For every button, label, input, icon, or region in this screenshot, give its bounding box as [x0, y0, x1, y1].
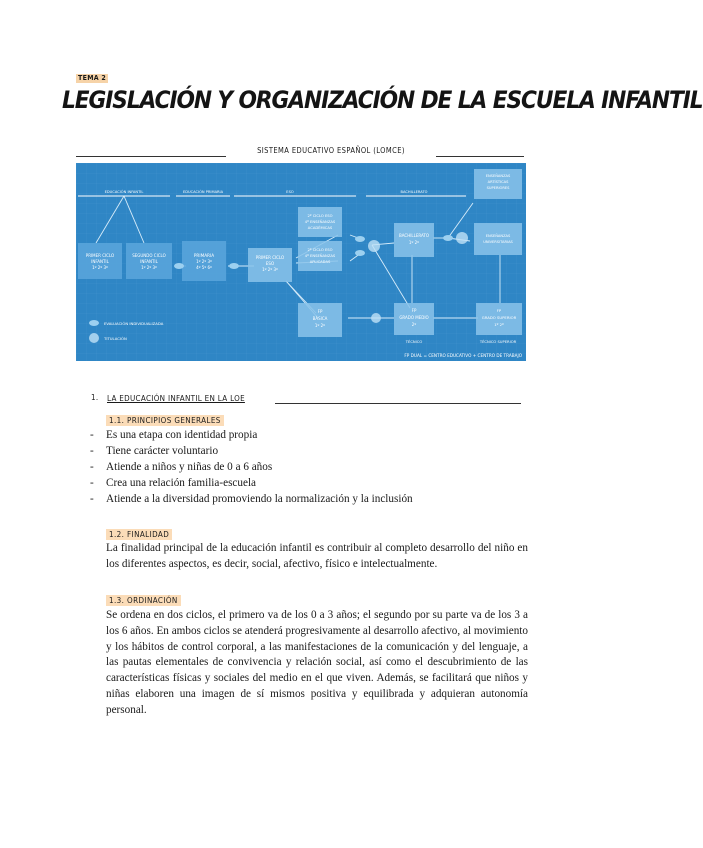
box-eso-academicas — [298, 207, 342, 237]
list-item: - Tiene carácter voluntario — [90, 443, 413, 459]
legend-titulacion: TITULACIÓN — [104, 336, 127, 341]
svg-text:ACADÉMICAS: ACADÉMICAS — [307, 226, 333, 230]
label-tecnico-superior: TÉCNICO SUPERIOR — [479, 340, 517, 344]
tema-label: TEMA 2 — [78, 74, 107, 82]
divider — [76, 156, 226, 157]
label-bachillerato-head: BACHILLERATO — [400, 190, 428, 194]
divider — [436, 156, 524, 157]
svg-text:ENSEÑANZAS: ENSEÑANZAS — [485, 234, 511, 238]
svg-text:SUPERIORES: SUPERIORES — [486, 186, 510, 190]
svg-text:GRADO SUPERIOR: GRADO SUPERIOR — [481, 315, 517, 320]
box-eso-aplicadas — [298, 241, 342, 271]
label-ed-infantil: EDUCACIÓN INFANTIL — [104, 190, 144, 194]
list-item: - Es una etapa con identidad propia — [90, 427, 413, 443]
svg-text:4º ENSEÑANZAS: 4º ENSEÑANZAS — [304, 220, 336, 224]
legend-eval-marker — [89, 320, 99, 326]
svg-text:BÁSICA: BÁSICA — [312, 316, 328, 321]
subsection-heading — [106, 590, 181, 608]
list-item: - Atiende a niños y niñas de 0 a 6 años — [90, 459, 413, 475]
legend-titulacion-marker — [89, 333, 99, 343]
svg-text:ENSEÑANZAS: ENSEÑANZAS — [485, 174, 511, 178]
ordenacion-paragraph: Se ordena en dos ciclos, el primero va de los 0 a 3 años; el segundo por su parte va de los 3 a los 6 años. En ambos ciclos se atenderá progresivamente al desarrollo afectivo, al movimiento y los hábitos de control corporal, a las manifestaciones de la comunicación y del lenguaje, a las pautas elementales de convivencia y relación social, así como el descubrimiento de las características físicas y sociales del medio en el que viven. Además, se facilitará que niños y niñas elaboren una imagen de sí mismos positiva y equilibrada y adquieran autonomía personal. — [106, 609, 528, 716]
svg-text:PRIMARIA: PRIMARIA — [193, 253, 215, 258]
subsection-title: 1.3. ORDINACIÓN — [106, 595, 181, 606]
list-item: - Crea una relación familia-escuela — [90, 475, 413, 491]
svg-text:INFANTIL: INFANTIL — [91, 259, 109, 264]
svg-text:2º CICLO ESO: 2º CICLO ESO — [307, 214, 333, 218]
svg-text:ARTÍSTICAS: ARTÍSTICAS — [487, 180, 509, 184]
svg-text:1º 2º 3º: 1º 2º 3º — [92, 265, 108, 270]
svg-text:APLICADAS: APLICADAS — [309, 260, 331, 264]
subsection-heading — [106, 524, 172, 542]
box-primer-ciclo-eso — [248, 248, 292, 282]
svg-text:4º ENSEÑANZAS: 4º ENSEÑANZAS — [304, 254, 336, 258]
subsection-title: 1.1. PRINCIPIOS GENERALES — [106, 415, 224, 426]
label-tecnico: TÉCNICO — [405, 340, 423, 344]
diagram-subtitle: SISTEMA EDUCATIVO ESPAÑOL (LOMCE) — [226, 146, 436, 155]
section-number: 1. — [91, 393, 99, 402]
box-bachillerato — [394, 223, 434, 257]
svg-text:1º 2º: 1º 2º — [408, 240, 420, 245]
svg-text:UNIVERSITARIAS: UNIVERSITARIAS — [483, 240, 513, 244]
box-ens-universitarias — [474, 223, 522, 255]
section-heading — [91, 393, 521, 407]
page-title: LEGISLACIÓN Y ORGANIZACIÓN DE LA ESCUELA INFANTIL — [62, 86, 703, 114]
label-ed-primaria: EDUCACIÓN PRIMARIA — [182, 190, 224, 194]
principles-list — [90, 427, 413, 507]
svg-text:1º 2º 3º: 1º 2º 3º — [196, 259, 212, 264]
divider — [275, 403, 521, 404]
subtitle-row — [76, 145, 524, 159]
svg-text:1º 2º 3º: 1º 2º 3º — [141, 265, 157, 270]
svg-text:2º CICLO ESO: 2º CICLO ESO — [307, 248, 333, 252]
list-item: - Atiende a la diversidad promoviendo la normalización y la inclusión — [90, 491, 413, 507]
svg-text:FP: FP — [317, 309, 323, 314]
box-ens-artisticas — [474, 169, 522, 199]
svg-text:PRIMER CICLO: PRIMER CICLO — [85, 253, 115, 258]
box-primer-ciclo-infantil — [78, 243, 122, 279]
subsection-title: 1.2. FINALIDAD — [106, 529, 172, 540]
svg-text:FP: FP — [496, 308, 502, 313]
label-fp-dual: FP DUAL = CENTRO EDUCATIVO + CENTRO DE TRABAJO — [404, 353, 522, 358]
svg-text:GRADO MEDIO: GRADO MEDIO — [399, 315, 429, 320]
svg-text:SEGUNDO CICLO: SEGUNDO CICLO — [132, 253, 166, 258]
svg-text:1º 2º: 1º 2º — [494, 322, 504, 327]
svg-text:BACHILLERATO: BACHILLERATO — [398, 233, 430, 238]
box-segundo-ciclo-infantil — [126, 243, 172, 279]
subsection-heading — [106, 410, 224, 428]
svg-text:FP: FP — [411, 308, 417, 313]
box-fp-grado-medio — [394, 303, 434, 335]
education-system-diagram — [76, 163, 526, 361]
section-title: LA EDUCACIÓN INFANTIL EN LA LOE — [107, 394, 245, 403]
box-primaria — [182, 241, 226, 281]
svg-text:1º 2º: 1º 2º — [314, 323, 326, 328]
legend-evaluacion: EVALUACIÓN INDIVIDUALIZADA — [104, 321, 164, 326]
label-eso: ESO — [286, 190, 294, 194]
finalidad-paragraph: La finalidad principal de la educación infantil es contribuir al completo desarrollo del niño en los diferentes aspectos, es decir, social, afectivo, físico e intelectualmente. — [106, 542, 528, 570]
svg-text:2º: 2º — [411, 322, 417, 327]
svg-text:ESO: ESO — [265, 261, 275, 266]
box-fp-basica — [298, 303, 342, 337]
svg-text:PRIMER CICLO: PRIMER CICLO — [255, 255, 285, 260]
svg-text:1º 2º 3º: 1º 2º 3º — [262, 267, 278, 272]
box-fp-grado-superior — [476, 303, 522, 335]
svg-text:4º 5º 6º: 4º 5º 6º — [196, 265, 212, 270]
svg-text:INFANTIL: INFANTIL — [140, 259, 158, 264]
